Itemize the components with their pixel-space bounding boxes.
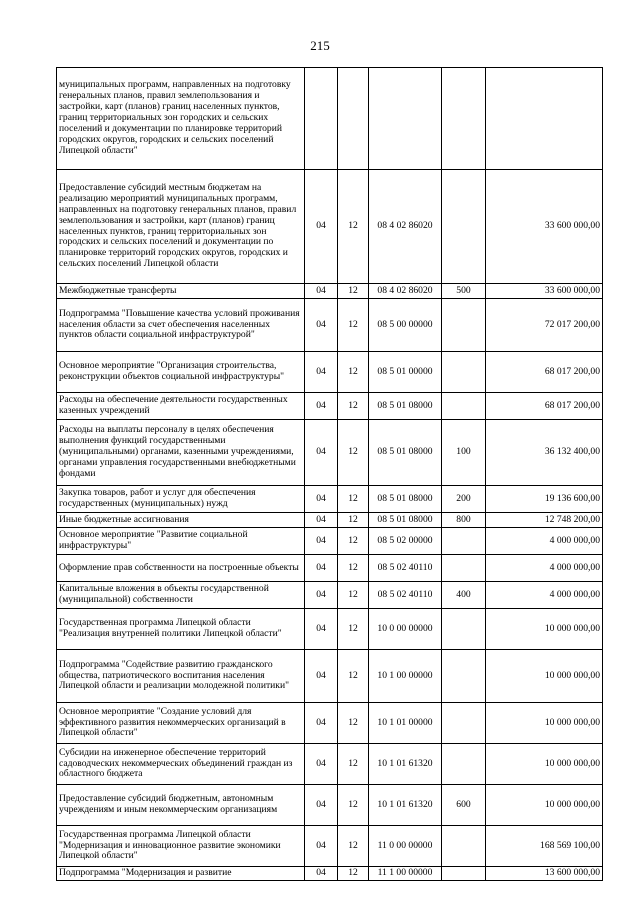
- row-name-cell: Основное мероприятие "Развитие социальной инфраструктуры": [57, 528, 305, 555]
- row-expense-type-cell: [442, 609, 486, 650]
- row-section-cell: 04: [305, 744, 338, 785]
- row-amount-cell: [486, 68, 603, 170]
- row-section-cell: 04: [305, 582, 338, 609]
- table-row: [57, 744, 603, 785]
- table-row: [57, 170, 603, 284]
- row-name-cell: Подпрограмма "Модернизация и развитие: [57, 867, 305, 881]
- row-expense-type-cell: 800: [442, 513, 486, 528]
- row-subsection-cell: 12: [338, 609, 369, 650]
- row-section-cell: 04: [305, 352, 338, 393]
- row-subsection-cell: 12: [338, 785, 369, 826]
- row-amount-cell: 168 569 100,00: [486, 826, 603, 867]
- row-subsection-cell: 12: [338, 703, 369, 744]
- row-amount-cell: 10 000 000,00: [486, 703, 603, 744]
- row-name-cell: Закупка товаров, работ и услуг для обеспечения государственных (муниципальных) нужд: [57, 486, 305, 513]
- row-amount-cell: 72 017 200,00: [486, 299, 603, 352]
- row-name-cell: муниципальных программ, направленных на подготовку генеральных планов, правил землепользования и застройки, карт (планов) границ населенных пунктов, границ территориальных зон городских и сельских поселений и документации по планировке территорий городских округов, городских и сельских поселений Липецкой области": [57, 68, 305, 170]
- row-target-article-cell: 08 5 02 40110: [369, 555, 442, 582]
- table-row: [57, 284, 603, 299]
- row-expense-type-cell: [442, 867, 486, 881]
- row-target-article-cell: 08 5 01 08000: [369, 420, 442, 486]
- row-subsection-cell: 12: [338, 528, 369, 555]
- row-target-article-cell: 08 4 02 86020: [369, 170, 442, 284]
- row-target-article-cell: 10 1 01 61320: [369, 785, 442, 826]
- row-target-article-cell: 10 1 01 61320: [369, 744, 442, 785]
- table-row: [57, 68, 603, 170]
- budget-table-body: [57, 68, 603, 881]
- row-amount-cell: 10 000 000,00: [486, 609, 603, 650]
- row-target-article-cell: 11 1 00 00000: [369, 867, 442, 881]
- row-amount-cell: 68 017 200,00: [486, 393, 603, 420]
- row-name-cell: Капитальные вложения в объекты государственной (муниципальной) собственности: [57, 582, 305, 609]
- row-name-cell: Расходы на выплаты персоналу в целях обеспечения выполнения функций государственными (муниципальными) органами, казенными учреждениями, органами управления государственными внебюджетными фондами: [57, 420, 305, 486]
- row-section-cell: 04: [305, 609, 338, 650]
- table-row: [57, 826, 603, 867]
- row-expense-type-cell: [442, 299, 486, 352]
- row-amount-cell: 33 600 000,00: [486, 170, 603, 284]
- row-target-article-cell: 08 5 01 00000: [369, 352, 442, 393]
- row-target-article-cell: [369, 68, 442, 170]
- row-section-cell: 04: [305, 513, 338, 528]
- table-row: [57, 582, 603, 609]
- row-target-article-cell: 10 1 00 00000: [369, 650, 442, 703]
- row-target-article-cell: 11 0 00 00000: [369, 826, 442, 867]
- table-row: [57, 703, 603, 744]
- row-target-article-cell: 10 0 00 00000: [369, 609, 442, 650]
- table-row: [57, 420, 603, 486]
- row-target-article-cell: 08 5 01 08000: [369, 486, 442, 513]
- row-subsection-cell: 12: [338, 486, 369, 513]
- row-name-cell: Иные бюджетные ассигнования: [57, 513, 305, 528]
- table-row: [57, 299, 603, 352]
- row-amount-cell: 13 600 000,00: [486, 867, 603, 881]
- row-name-cell: Основное мероприятие "Организация строительства, реконструкции объектов социальной инфраструктуры": [57, 352, 305, 393]
- row-expense-type-cell: 500: [442, 284, 486, 299]
- row-amount-cell: 10 000 000,00: [486, 650, 603, 703]
- table-row: [57, 785, 603, 826]
- row-expense-type-cell: [442, 703, 486, 744]
- table-row: [57, 528, 603, 555]
- row-expense-type-cell: [442, 170, 486, 284]
- row-section-cell: [305, 68, 338, 170]
- row-amount-cell: 4 000 000,00: [486, 555, 603, 582]
- row-section-cell: 04: [305, 528, 338, 555]
- row-amount-cell: 36 132 400,00: [486, 420, 603, 486]
- row-section-cell: 04: [305, 785, 338, 826]
- row-name-cell: Подпрограмма "Содействие развитию гражданского общества, патриотического воспитания населения Липецкой области и реализации молодежной политики": [57, 650, 305, 703]
- row-subsection-cell: 12: [338, 284, 369, 299]
- row-amount-cell: 68 017 200,00: [486, 352, 603, 393]
- row-amount-cell: 4 000 000,00: [486, 528, 603, 555]
- row-section-cell: 04: [305, 703, 338, 744]
- row-section-cell: 04: [305, 555, 338, 582]
- budget-table: [56, 67, 603, 881]
- row-subsection-cell: 12: [338, 352, 369, 393]
- row-subsection-cell: 12: [338, 826, 369, 867]
- row-expense-type-cell: 100: [442, 420, 486, 486]
- row-expense-type-cell: [442, 744, 486, 785]
- row-expense-type-cell: [442, 528, 486, 555]
- row-subsection-cell: 12: [338, 420, 369, 486]
- row-section-cell: 04: [305, 170, 338, 284]
- row-expense-type-cell: 600: [442, 785, 486, 826]
- row-target-article-cell: 08 4 02 86020: [369, 284, 442, 299]
- row-subsection-cell: 12: [338, 393, 369, 420]
- row-name-cell: Субсидии на инженерное обеспечение территорий садоводческих некоммерческих объединений граждан из областного бюджета: [57, 744, 305, 785]
- row-subsection-cell: 12: [338, 744, 369, 785]
- row-subsection-cell: [338, 68, 369, 170]
- row-name-cell: Предоставление субсидий бюджетным, автономным учреждениям и иным некоммерческим организациям: [57, 785, 305, 826]
- row-expense-type-cell: [442, 68, 486, 170]
- table-row: [57, 486, 603, 513]
- row-name-cell: Предоставление субсидий местным бюджетам на реализацию мероприятий муниципальных программ, направленных на подготовку генеральных планов, правил землепользования и застройки, карт (планов) границ населенных пунктов, границ территориальных зон городских и сельских поселений и документации по планировке территорий городских округов, городских и сельских поселений Липецкой области: [57, 170, 305, 284]
- table-row: [57, 555, 603, 582]
- row-expense-type-cell: [442, 650, 486, 703]
- row-section-cell: 04: [305, 420, 338, 486]
- row-amount-cell: 33 600 000,00: [486, 284, 603, 299]
- row-target-article-cell: 08 5 02 00000: [369, 528, 442, 555]
- table-row: [57, 393, 603, 420]
- page-number: 215: [310, 38, 330, 53]
- row-name-cell: Оформление прав собственности на построенные объекты: [57, 555, 305, 582]
- row-section-cell: 04: [305, 284, 338, 299]
- row-subsection-cell: 12: [338, 555, 369, 582]
- table-row: [57, 650, 603, 703]
- row-amount-cell: 10 000 000,00: [486, 785, 603, 826]
- row-expense-type-cell: [442, 352, 486, 393]
- row-subsection-cell: 12: [338, 170, 369, 284]
- row-section-cell: 04: [305, 486, 338, 513]
- row-name-cell: Государственная программа Липецкой области "Модернизация и инновационное развитие экономики Липецкой области": [57, 826, 305, 867]
- row-section-cell: 04: [305, 393, 338, 420]
- row-target-article-cell: 08 5 01 08000: [369, 513, 442, 528]
- row-subsection-cell: 12: [338, 582, 369, 609]
- row-amount-cell: 19 136 600,00: [486, 486, 603, 513]
- row-section-cell: 04: [305, 299, 338, 352]
- row-subsection-cell: 12: [338, 867, 369, 881]
- row-expense-type-cell: [442, 826, 486, 867]
- row-name-cell: Подпрограмма "Повышение качества условий проживания населения области за счет обеспечения населенных пунктов области социальной инфраструктурой": [57, 299, 305, 352]
- row-name-cell: Государственная программа Липецкой области "Реализация внутренней политики Липецкой области": [57, 609, 305, 650]
- row-amount-cell: 4 000 000,00: [486, 582, 603, 609]
- row-expense-type-cell: [442, 555, 486, 582]
- row-target-article-cell: 10 1 01 00000: [369, 703, 442, 744]
- row-subsection-cell: 12: [338, 299, 369, 352]
- row-expense-type-cell: [442, 393, 486, 420]
- table-row: [57, 352, 603, 393]
- row-section-cell: 04: [305, 650, 338, 703]
- row-amount-cell: 10 000 000,00: [486, 744, 603, 785]
- row-target-article-cell: 08 5 02 40110: [369, 582, 442, 609]
- row-expense-type-cell: 400: [442, 582, 486, 609]
- row-name-cell: Расходы на обеспечение деятельности государственных казенных учреждений: [57, 393, 305, 420]
- row-subsection-cell: 12: [338, 650, 369, 703]
- row-target-article-cell: 08 5 00 00000: [369, 299, 442, 352]
- table-row: [57, 867, 603, 881]
- row-amount-cell: 12 748 200,00: [486, 513, 603, 528]
- row-subsection-cell: 12: [338, 513, 369, 528]
- row-section-cell: 04: [305, 867, 338, 881]
- row-section-cell: 04: [305, 826, 338, 867]
- table-row: [57, 513, 603, 528]
- row-expense-type-cell: 200: [442, 486, 486, 513]
- row-name-cell: Основное мероприятие "Создание условий для эффективного развития некоммерческих организаций в Липецкой области": [57, 703, 305, 744]
- row-name-cell: Межбюджетные трансферты: [57, 284, 305, 299]
- table-row: [57, 609, 603, 650]
- row-target-article-cell: 08 5 01 08000: [369, 393, 442, 420]
